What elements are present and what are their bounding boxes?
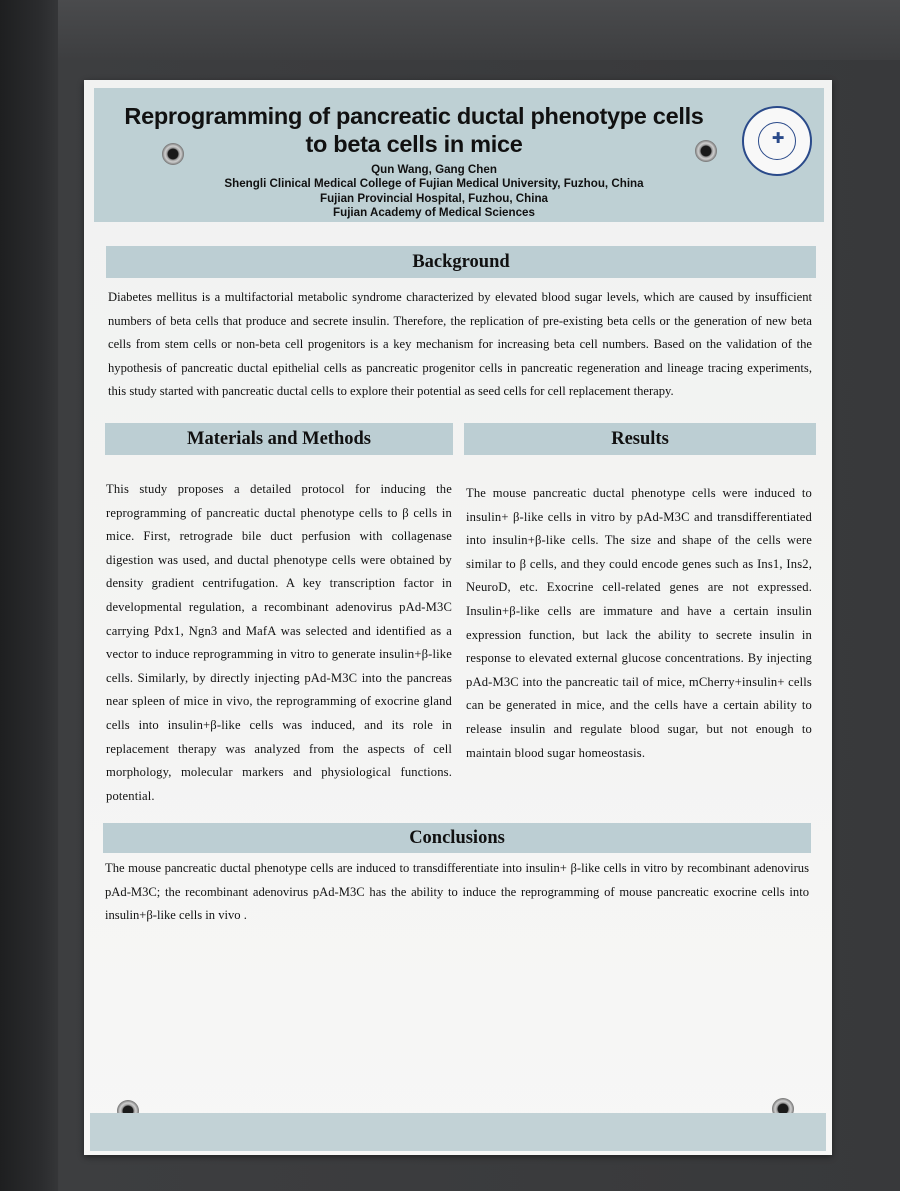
university-seal-icon [742,106,812,176]
board-left-edge [0,0,58,1191]
seal-inner-ring [758,122,796,160]
methods-heading: Materials and Methods [105,423,453,455]
poster-title: Reprogramming of pancreatic ductal phenotype cells to beta cells in mice [124,103,704,157]
conclusions-text: The mouse pancreatic ductal phenotype cells are induced to transdifferentiate into insulin+ β-like cells in vitro by recombinant adenovirus pAd-M3C; the recombinant adenovirus pAd-M3C has the ability to induce the reprogramming of mouse pancreatic exocrine cells into insulin+β-like cells in vivo . [105,861,809,923]
board-top-edge [0,0,900,60]
results-text: The mouse pancreatic ductal phenotype cells were induced to insulin+ β-like cells in vitro by pAd-M3C and transdifferentiated into insulin+β-like cells. The size and shape of the cells were similar to β cells, and they could encode genes such as Ins1, Ins2, NeuroD, etc. Exocrine cell-related genes are not expressed. Insulin+β-like cells are immature and have a certain insulin expression function, but lack the ability to secrete insulin in response to elevated external glucose concentrations. By injecting pAd-M3C into the pancreatic tail of mice, mCherry+insulin+ cells can be generated in mice, and the cells have a certain ability to release insulin and regulate blood sugar, but not enough to maintain blood sugar homeostasis. [466,486,812,760]
poster-footer-bar [90,1113,826,1151]
affiliation-1: Shengli Clinical Medical College of Fujian Medical University, Fuzhou, China [224,177,644,191]
affiliation-3: Fujian Academy of Medical Sciences [333,205,535,219]
seal-mark: ✚ [771,129,785,147]
author-block [94,163,774,220]
research-poster [84,80,832,1155]
affiliation-2: Fujian Provincial Hospital, Fuzhou, China [319,191,549,205]
authors: Qun Wang, Gang Chen [371,163,497,176]
grommet-icon [162,143,184,165]
background-text: Diabetes mellitus is a multifactorial metabolic syndrome characterized by elevated blood sugar levels, which are caused by insufficient numbers of beta cells that produce and secrete insulin. Therefore, the replication of pre-existing beta cells or the generation of new beta cells from stem cells or non-beta cell progenitors is a key mechanism for increasing beta cell numbers. Based on the validation of the hypothesis of pancreatic ductal epithelial cells as pancreatic progenitor cells in pancreatic regeneration and lineage tracing experiments, this study started with pancreatic ductal cells to explore their potential as seed cells for cell replacement therapy. [108,290,812,399]
grommet-icon [695,140,717,162]
conclusions-heading: Conclusions [103,823,811,853]
methods-text: This study proposes a detailed protocol for inducing the reprogramming of pancreatic ductal phenotype cells to β cells in mice. First, retrograde bile duct perfusion with collagenase digestion was used, and ductal phenotype cells were obtained by density gradient centrifugation. A key transcription factor in developmental regulation, a recombinant adenovirus pAd-M3C carrying Pdx1, Ngn3 and MafA was selected and identified as a vector to induce reprogramming in vitro to generate insulin+β-like cells. Similarly, by directly injecting pAd-M3C into the pancreas near spleen of mice in vivo, the reprogramming of exocrine gland cells into insulin+β-like cells was induced, and its role in replacement therapy was analyzed from the aspects of cell morphology, molecular markers and physiological functions. potential. [106,482,452,803]
background-heading: Background [106,246,816,278]
results-heading: Results [464,423,816,455]
